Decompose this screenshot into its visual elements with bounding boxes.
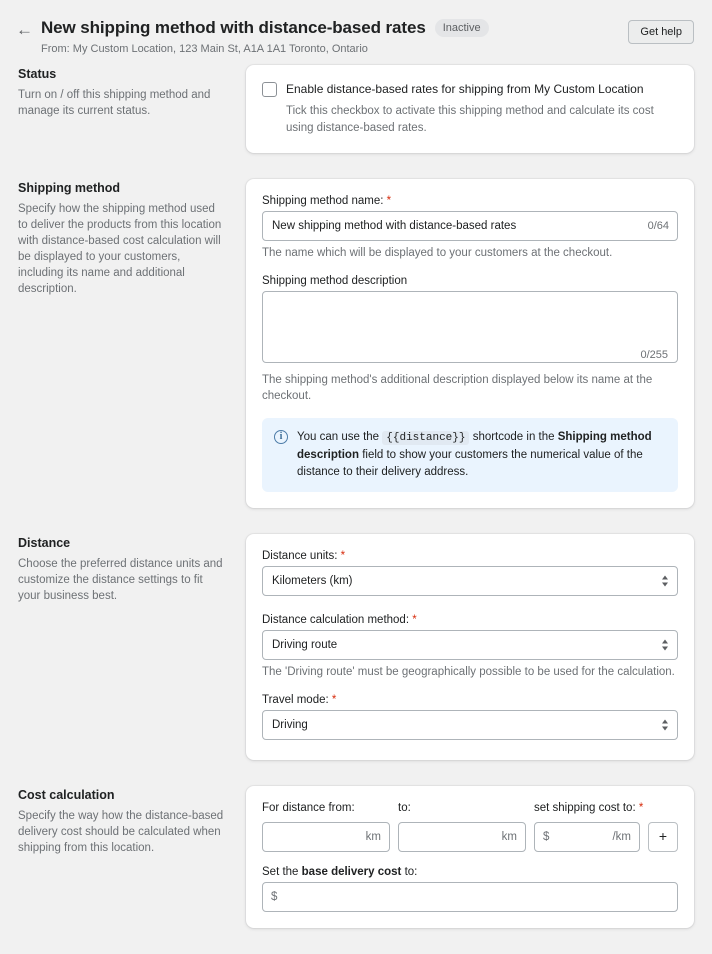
method-name-counter: 0/64 <box>647 220 669 232</box>
distance-units-select[interactable] <box>262 566 678 596</box>
method-name-required-mark: * <box>386 195 392 207</box>
base-currency-symbol: $ <box>271 891 278 903</box>
spacer-1 <box>262 600 678 614</box>
method-desc-textarea[interactable] <box>262 291 678 363</box>
distance-to-label: to: <box>398 802 411 814</box>
base-cost-label-part1: Set the <box>262 866 299 878</box>
page-subtitle: From: My Custom Location, 123 Main St, A1A 1A1 Toronto, Ontario <box>41 43 368 55</box>
banner-part1: You can use the <box>297 431 380 443</box>
method-desc-label: Shipping method description <box>262 275 408 287</box>
base-cost-label-bold: base delivery cost <box>301 866 402 878</box>
cost-aside-title: Cost calculation <box>18 788 115 802</box>
banner-part3: field to show your customers the numerical value of the distance to their delivery address. <box>297 449 643 478</box>
method-name-input[interactable] <box>262 211 678 241</box>
calc-method-select[interactable] <box>262 630 678 660</box>
method-name-help: The name which will be displayed to your customers at the checkout. <box>262 247 613 259</box>
shipping-method-aside-desc: Specify how the shipping method used to deliver the products from this location with distance-based cost calculation will be displayed to your customers, including its name and additional description. <box>18 203 222 295</box>
cost-card <box>246 786 694 928</box>
base-cost-input[interactable] <box>262 882 678 912</box>
banner-bold-text: Shipping method description <box>297 431 652 461</box>
enable-rates-checkbox[interactable] <box>262 82 277 97</box>
distance-units-label-text: Distance units: <box>262 550 338 562</box>
enable-rates-help: Tick this checkbox to activate this shipping method and calculate its cost using distance-based rates. <box>286 105 654 134</box>
method-name-label-text: Shipping method name: <box>262 195 384 207</box>
method-desc-field-wrap <box>262 291 678 368</box>
distance-shortcode-chip: {{distance}} <box>382 431 469 445</box>
distance-card <box>246 534 694 760</box>
status-aside-title: Status <box>18 67 57 81</box>
arrow-left-icon[interactable]: ← <box>16 20 33 39</box>
section-cost-calculation <box>0 786 712 928</box>
section-status <box>0 65 712 153</box>
distance-from-label: For distance from: <box>262 802 355 814</box>
travel-mode-label-text: Travel mode: <box>262 694 329 706</box>
status-aside-desc: Turn on / off this shipping method and manage its current status. <box>18 89 211 117</box>
distance-units-select-wrap <box>262 566 678 596</box>
info-icon: i <box>274 430 288 444</box>
shortcode-info-text <box>297 429 666 481</box>
currency-symbol: $ <box>543 831 550 843</box>
distance-aside-desc: Choose the preferred distance units and customize the distance settings to fit your business best. <box>18 558 223 602</box>
status-aside <box>18 65 246 119</box>
base-cost-label-part2: to: <box>404 866 418 878</box>
shipping-method-card <box>246 179 694 508</box>
distance-units-value: Kilometers (km) <box>272 575 353 587</box>
calc-method-label-text: Distance calculation method: <box>262 614 410 626</box>
travel-mode-label <box>262 694 678 706</box>
distance-units-label <box>262 550 678 562</box>
section-distance <box>0 534 712 760</box>
calc-method-value: Driving route <box>272 639 338 651</box>
calc-method-required-mark: * <box>412 614 417 626</box>
cost-aside <box>18 786 246 856</box>
shipping-rate-field <box>534 822 640 852</box>
shipping-rate-input[interactable] <box>534 822 640 852</box>
add-rate-row-button[interactable]: + <box>648 822 678 852</box>
shortcode-info-banner <box>262 418 678 492</box>
set-cost-label-text: set shipping cost to: <box>534 802 636 814</box>
cost-column-headers <box>262 802 678 818</box>
title-row <box>41 18 628 38</box>
base-cost-label <box>262 866 678 878</box>
shipping-method-aside-title: Shipping method <box>18 181 121 195</box>
get-help-button[interactable]: Get help <box>628 20 694 44</box>
calc-method-label <box>262 614 678 626</box>
distance-aside-title: Distance <box>18 536 71 550</box>
travel-mode-select[interactable] <box>262 710 678 740</box>
calc-method-select-wrap <box>262 630 678 660</box>
distance-from-input[interactable] <box>262 822 390 852</box>
enable-rates-row[interactable] <box>262 81 678 98</box>
travel-mode-required-mark: * <box>331 694 337 706</box>
cost-aside-desc: Specify the way how the distance-based delivery cost should be calculated when shipping from this location. <box>18 810 224 854</box>
set-cost-label <box>534 802 678 814</box>
distance-aside <box>18 534 246 604</box>
distance-from-field <box>262 822 390 852</box>
enable-rates-label: Enable distance-based rates for shipping from My Custom Location <box>286 82 644 96</box>
base-cost-field <box>262 882 678 912</box>
distance-from-unit: km <box>365 831 381 843</box>
calc-method-help: The 'Driving route' must be geographically possible to be used for the calculation. <box>262 666 675 678</box>
banner-part2: shortcode in the <box>472 431 555 443</box>
method-desc-counter: 0/255 <box>640 349 668 361</box>
cost-rate-row <box>262 822 678 852</box>
shipping-rate-unit: /km <box>612 831 631 843</box>
page-header <box>0 0 712 65</box>
method-name-label <box>262 195 678 207</box>
distance-to-field <box>398 822 526 852</box>
section-shipping-method <box>0 179 712 508</box>
set-cost-required-mark: * <box>638 802 644 814</box>
method-name-field-wrap <box>262 211 678 241</box>
travel-mode-value: Driving <box>272 719 308 731</box>
distance-to-input[interactable] <box>398 822 526 852</box>
shipping-method-aside <box>18 179 246 297</box>
distance-units-required-mark: * <box>340 550 346 562</box>
distance-to-unit: km <box>501 831 517 843</box>
status-card <box>246 65 694 153</box>
page-title: New shipping method with distance-based rates <box>41 18 426 37</box>
travel-mode-select-wrap <box>262 710 678 740</box>
header-text-block <box>41 18 628 55</box>
status-badge: Inactive <box>435 19 489 37</box>
method-desc-help: The shipping method's additional description displayed below its name at the checkout. <box>262 374 653 402</box>
